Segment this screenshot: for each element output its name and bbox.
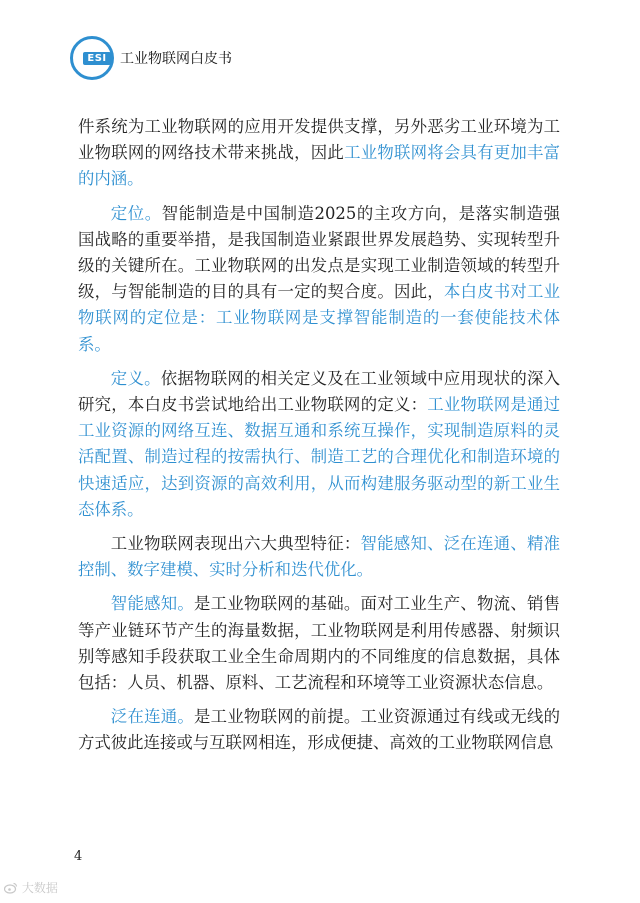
- watermark: [4, 879, 58, 896]
- highlight-text: 工业物联网将会具有更加丰富的内涵。: [78, 143, 560, 189]
- esi-logo: [70, 36, 114, 80]
- header-title: 工业物联网白皮书: [120, 51, 232, 67]
- section-heading: 泛在连通。: [110, 707, 195, 727]
- paragraph-text: 件系统为工业物联网的应用开发提供支撑，另外恶劣工业环境为工业物联网的网络技术带来挑战，因此: [78, 117, 560, 163]
- paragraph-text: 是工业物联网的基础。面对工业生产、物流、销售等产业链环节产生的海量数据，工业物联网是利用传感器、射频识别等感知手段获取工业全生命周期内的不同维度的信息数据，具体包括：人员、机器、原料、工艺流程和环境等工业资源状态信息。: [78, 594, 560, 693]
- paragraph-text: 是工业物联网的前提。工业资源通过有线或无线的方式彼此连接或与互联网相连，形成便捷、高效的工业物联网信息: [78, 707, 560, 753]
- page-header: [70, 36, 232, 80]
- paragraph-text: 智能制造是中国制造2025的主攻方向，是落实制造强国战略的重要举措，是我国制造业紧跟世界发展趋势、实现转型升级的关键所在。工业物联网的出发点是实现工业制造领域的转型升级，与智能制造的目的具有一定的契合度。因此，: [78, 203, 560, 302]
- highlight-text: 智能感知、泛在连通、精准控制、数字建模、实时分析和迭代优化。: [78, 534, 561, 580]
- paragraph-1: [78, 114, 560, 193]
- section-heading: 智能感知。: [110, 594, 195, 614]
- section-heading: 定位。: [110, 203, 162, 223]
- body-text: [78, 114, 560, 765]
- highlight-text: 本白皮书对工业物联网的定位是：工业物联网是支撑智能制造的一套使能技术体系。: [78, 282, 561, 354]
- watermark-text: 大数据: [21, 881, 58, 895]
- paragraph-text: 依据物联网的相关定义及在工业领域中应用现状的深入研究，本白皮书尝试地给出工业物联网的定义：: [78, 368, 561, 415]
- paragraph-intelligent-sensing: [78, 591, 560, 696]
- weibo-icon: [4, 882, 18, 894]
- paragraph-positioning: [78, 201, 560, 358]
- logo-text: ESI: [83, 52, 111, 65]
- paragraph-text: 工业物联网表现出六大典型特征：: [110, 534, 361, 554]
- paragraph-ubiquitous-connectivity: [78, 704, 560, 756]
- paragraph-definition: [78, 366, 560, 523]
- section-heading: 定义。: [110, 368, 161, 388]
- page-number: 4: [74, 849, 83, 864]
- highlight-text: 工业物联网是通过工业资源的网络互连、数据互通和系统互操作，实现制造原料的灵活配置、制造过程的按需执行、制造工艺的合理优化和制造环境的快速适应，达到资源的高效利用，从而构建服务驱动型的新工业生态体系。: [78, 395, 561, 519]
- paragraph-features: [78, 531, 560, 583]
